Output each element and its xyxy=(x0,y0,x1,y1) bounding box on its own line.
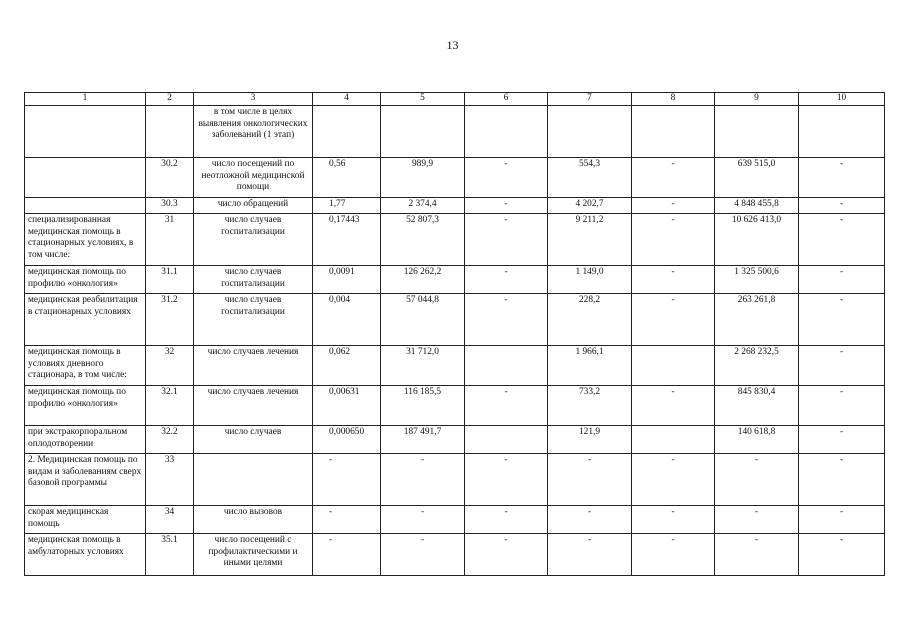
table-cell-c3: в том числе в целях выявления онкологических заболеваний (1 этап) xyxy=(194,106,313,158)
table-row xyxy=(25,294,885,346)
table-cell-c10 xyxy=(799,106,885,158)
table-cell-c10: - xyxy=(799,386,885,426)
table-row xyxy=(25,106,885,158)
table-cell-c8: - xyxy=(632,506,715,534)
table-row xyxy=(25,214,885,266)
table-cell-c8: - xyxy=(632,214,715,266)
table-cell-c8: - xyxy=(632,294,715,346)
table-cell-c8: - xyxy=(632,534,715,576)
table-cell-c5: - xyxy=(381,534,465,576)
table-cell-c4: 0,17443 xyxy=(313,214,381,266)
table-cell-c5: 989,9 xyxy=(381,158,465,198)
table-cell-c1: медицинская помощь по профилю «онкология» xyxy=(25,266,146,294)
table-cell-c5: 2 374,4 xyxy=(381,198,465,214)
header-cell: 2 xyxy=(146,93,194,106)
header-cell: 1 xyxy=(25,93,146,106)
table-cell-c4: 0,0091 xyxy=(313,266,381,294)
table-cell-c3: число случаев госпитализации xyxy=(194,214,313,266)
header-cell: 8 xyxy=(632,93,715,106)
table-cell-c9: 140 618,8 xyxy=(715,426,799,454)
table-cell-c1: 2. Медицинская помощь по видам и заболеваниям сверх базовой программы xyxy=(25,454,146,506)
table-cell-c10: - xyxy=(799,294,885,346)
table-cell-c9: - xyxy=(715,506,799,534)
table-cell-c7: - xyxy=(548,454,632,506)
table-cell-c3: число случаев лечения xyxy=(194,346,313,386)
table-cell-c10: - xyxy=(799,506,885,534)
table-cell-c2 xyxy=(146,106,194,158)
table-cell-c9: 639 515,0 xyxy=(715,158,799,198)
table-cell-c7: - xyxy=(548,506,632,534)
table-cell-c6 xyxy=(465,346,548,386)
table-cell-c8 xyxy=(632,346,715,386)
table-cell-c7 xyxy=(548,106,632,158)
table-cell-c4: 0,004 xyxy=(313,294,381,346)
table-cell-c8 xyxy=(632,426,715,454)
table-cell-c6: - xyxy=(465,158,548,198)
table-cell-c7: 1 966,1 xyxy=(548,346,632,386)
table-cell-c6: - xyxy=(465,198,548,214)
table-cell-c1: скорая медицинская помощь xyxy=(25,506,146,534)
table-cell-c2: 32.2 xyxy=(146,426,194,454)
header-row xyxy=(25,93,885,106)
table-row xyxy=(25,534,885,576)
header-cell: 4 xyxy=(313,93,381,106)
table-cell-c1: медицинская помощь по профилю «онкология» xyxy=(25,386,146,426)
table-cell-c6: - xyxy=(465,294,548,346)
table-cell-c9: 2 268 232,5 xyxy=(715,346,799,386)
table-cell-c8: - xyxy=(632,386,715,426)
page-number: 13 xyxy=(446,38,459,52)
table-cell-c10: - xyxy=(799,454,885,506)
table-cell-c9: 263 261,8 xyxy=(715,294,799,346)
table-cell-c2: 32.1 xyxy=(146,386,194,426)
table-cell-c1 xyxy=(25,198,146,214)
table-cell-c2: 34 xyxy=(146,506,194,534)
table-cell-c4: - xyxy=(313,454,381,506)
table-cell-c4: 1,77 xyxy=(313,198,381,214)
header-cell: 3 xyxy=(194,93,313,106)
table-cell-c5 xyxy=(381,106,465,158)
table-cell-c2: 30.2 xyxy=(146,158,194,198)
table-cell-c4: 0,062 xyxy=(313,346,381,386)
table-cell-c6: - xyxy=(465,534,548,576)
table-cell-c3: число вызовов xyxy=(194,506,313,534)
table-cell-c8: - xyxy=(632,158,715,198)
table-cell-c4: 0,56 xyxy=(313,158,381,198)
data-table xyxy=(24,92,885,576)
table-cell-c6: - xyxy=(465,266,548,294)
table-cell-c10: - xyxy=(799,198,885,214)
table-cell-c4 xyxy=(313,106,381,158)
table-cell-c1: медицинская помощь в амбулаторных условиях xyxy=(25,534,146,576)
table-cell-c5: 126 262,2 xyxy=(381,266,465,294)
table-cell-c3: число случаев лечения xyxy=(194,386,313,426)
table-cell-c5: 31 712,0 xyxy=(381,346,465,386)
table-cell-c3: число случаев госпитализации xyxy=(194,294,313,346)
table-cell-c8: - xyxy=(632,198,715,214)
table-cell-c5: - xyxy=(381,506,465,534)
table-cell-c3: число посещений с профилактическими и иными целями xyxy=(194,534,313,576)
table-cell-c2: 30.3 xyxy=(146,198,194,214)
table-cell-c7: 4 202,7 xyxy=(548,198,632,214)
table-cell-c8: - xyxy=(632,454,715,506)
table-cell-c7: 121,9 xyxy=(548,426,632,454)
table-cell-c9: 1 325 500,6 xyxy=(715,266,799,294)
table-row xyxy=(25,198,885,214)
table-cell-c5: 116 185,5 xyxy=(381,386,465,426)
table-cell-c2: 31.1 xyxy=(146,266,194,294)
table-cell-c6: - xyxy=(465,506,548,534)
table-cell-c10: - xyxy=(799,426,885,454)
table-cell-c1: медицинская реабилитация в стационарных условиях xyxy=(25,294,146,346)
table-row xyxy=(25,158,885,198)
table-cell-c6: - xyxy=(465,454,548,506)
table-cell-c6 xyxy=(465,426,548,454)
table-cell-c1: при экстракорпоральном оплодотворении xyxy=(25,426,146,454)
table-cell-c1 xyxy=(25,106,146,158)
table-body xyxy=(25,93,885,576)
table-cell-c4: 0,000650 xyxy=(313,426,381,454)
table-cell-c3 xyxy=(194,454,313,506)
table-cell-c7: - xyxy=(548,534,632,576)
table-cell-c3: число обращений xyxy=(194,198,313,214)
table-cell-c1 xyxy=(25,158,146,198)
table-cell-c5: 57 044,8 xyxy=(381,294,465,346)
table-cell-c9: 845 830,4 xyxy=(715,386,799,426)
table-cell-c9 xyxy=(715,106,799,158)
table-row xyxy=(25,346,885,386)
table-cell-c10: - xyxy=(799,266,885,294)
table-cell-c2: 33 xyxy=(146,454,194,506)
header-cell: 7 xyxy=(548,93,632,106)
table-cell-c1: специализированная медицинская помощь в стационарных условиях, в том числе: xyxy=(25,214,146,266)
table-cell-c2: 31 xyxy=(146,214,194,266)
table-cell-c4: 0,00631 xyxy=(313,386,381,426)
table-cell-c9: 4 848 455,8 xyxy=(715,198,799,214)
table-cell-c7: 554,3 xyxy=(548,158,632,198)
table-cell-c4: - xyxy=(313,506,381,534)
table-cell-c6: - xyxy=(465,214,548,266)
table-cell-c8: - xyxy=(632,266,715,294)
table-cell-c5: 52 807,3 xyxy=(381,214,465,266)
table-cell-c10: - xyxy=(799,214,885,266)
table-cell-c7: 1 149,0 xyxy=(548,266,632,294)
table-cell-c1: медицинская помощь в условиях дневного стационара, в том числе: xyxy=(25,346,146,386)
table-row xyxy=(25,454,885,506)
table-cell-c3: число случаев госпитализации xyxy=(194,266,313,294)
table-cell-c10: - xyxy=(799,534,885,576)
table-row xyxy=(25,426,885,454)
table-cell-c2: 32 xyxy=(146,346,194,386)
table-cell-c2: 35.1 xyxy=(146,534,194,576)
table-cell-c6: - xyxy=(465,386,548,426)
table-row xyxy=(25,266,885,294)
table-cell-c10: - xyxy=(799,158,885,198)
table-cell-c8 xyxy=(632,106,715,158)
table-cell-c4: - xyxy=(313,534,381,576)
table-cell-c5: - xyxy=(381,454,465,506)
table-cell-c9: 10 626 413,0 xyxy=(715,214,799,266)
table-cell-c10: - xyxy=(799,346,885,386)
table-cell-c2: 31.2 xyxy=(146,294,194,346)
header-cell: 10 xyxy=(799,93,885,106)
table-cell-c3: число посещений по неотложной медицинской помощи xyxy=(194,158,313,198)
table-cell-c7: 9 211,2 xyxy=(548,214,632,266)
table-cell-c3: число случаев xyxy=(194,426,313,454)
header-cell: 6 xyxy=(465,93,548,106)
header-cell: 5 xyxy=(381,93,465,106)
table-cell-c5: 187 491,7 xyxy=(381,426,465,454)
table-cell-c6 xyxy=(465,106,548,158)
table-cell-c7: 228,2 xyxy=(548,294,632,346)
table-row xyxy=(25,386,885,426)
table-cell-c7: 733,2 xyxy=(548,386,632,426)
table-cell-c9: - xyxy=(715,534,799,576)
header-cell: 9 xyxy=(715,93,799,106)
table-row xyxy=(25,506,885,534)
table-cell-c9: - xyxy=(715,454,799,506)
